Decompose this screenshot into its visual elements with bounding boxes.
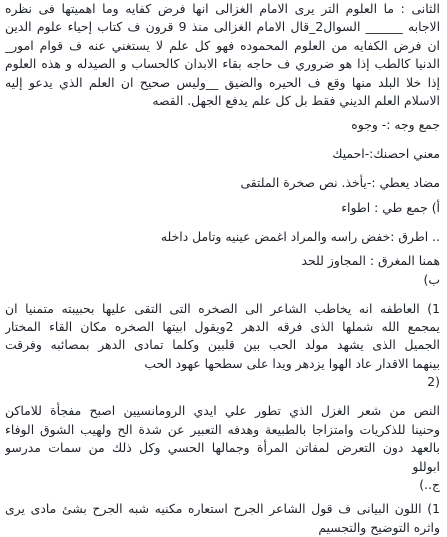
- text-line: مضاد يعطي :-يأخذ. نص صخرة الملتقى: [240, 175, 440, 191]
- paragraph-plural: [5, 116, 440, 134]
- text-line: وحنينا للذكريات وامتزاجا بالطبيعة وهدفه التعبير عن شدة الح ولهيب الشوق الوفاء: [5, 421, 440, 437]
- text-line: الثانى : ما العلوم التر يرى الامام الغزالى انها فرض كفايه وما اهميتها فى نظره: [5, 1, 440, 16]
- text-line: ابوللو: [412, 458, 440, 474]
- paragraph-gap: [5, 217, 440, 228]
- paragraph-gap: [5, 392, 440, 403]
- text-line: الجميل الذى يشهد مولد الحب بين قلبين وكلما تمادى الدهر بمصائبه وفرقت: [5, 337, 440, 353]
- text-line: .. اطرق :خفض راسه والمراد اغمض عينيه وتامل داخله: [160, 228, 440, 244]
- text-line: بالعهد دون التعرض لمفاتن المرأة وجمالها الحسي وكل ذلك من سمات مدرسو: [5, 440, 440, 456]
- text-line: 1) اللون البيانى ف قول الشاعر الجرح استعاره مكنيه شبه الجرح بشئ مادى يرى: [5, 501, 440, 517]
- text-line: النص من شعر الغزل الذي تطور علي ايدي الرومانسيين اصبح مفجأة للاماكن: [5, 403, 440, 419]
- paragraph-a: [5, 199, 440, 217]
- paragraph-emotion: [5, 300, 440, 392]
- paragraph-question: [5, 0, 440, 110]
- post-text: [5, 0, 440, 537]
- paragraph-b: [5, 252, 440, 289]
- paragraph-atraqa: [5, 228, 440, 246]
- text-line: أ) جمع طي : اطواء: [341, 199, 440, 215]
- text-line: معني احصنك:-احميك: [332, 146, 440, 162]
- text-line: 1) العاطفه انه يخاطب الشاعر الى الصخره التى التقى عليها بحبيبته متمنيا ان: [5, 300, 440, 316]
- paragraph-gap: [5, 164, 440, 175]
- text-line: ان فرض الكفايه من العلوم المحموده فهو كل علم لا يستغني عنه ف قوام امور_: [5, 37, 440, 53]
- text-line: واثره التوضيح والتجسيم: [318, 519, 440, 535]
- paragraph-rhetoric: [5, 500, 440, 537]
- text-line: الاسلام العلم الديني فقط بل كل علم يدفع الجهل. القصه: [152, 93, 440, 109]
- text-line: إذا خلا البلد منها وقع ف الحيره والضيق __وليس صحيح ان العلم الذي يدعو إليه: [5, 74, 440, 90]
- paragraph-antonym: [5, 174, 440, 192]
- text-line: بينهما الاقدار عاد الهوا يزدهر ويدا على سطحها عهود الحب: [144, 355, 440, 371]
- paragraph-gap: [5, 289, 440, 300]
- text-line: يمجمع الله شملها الذى فرقه الدهر 2ويقول ابيتها الصخره مكان القاء المختار: [5, 319, 440, 335]
- text-line: 2): [427, 374, 440, 390]
- text-line: الدنيا كالطب إذا هو ضروري ف حاجه بقاء الابدان كالحساب و الصيدله و هذه العلوم: [5, 56, 440, 72]
- paragraph-ghazal: [5, 402, 440, 494]
- text-line: ب): [423, 271, 440, 287]
- text-line: الاجابه ______ السوال2_قال الامام الغزالى منذ 9 قرون ف كتاب إحياء علوم الدين: [5, 19, 440, 35]
- text-line: ج..): [419, 476, 440, 492]
- paragraph-meaning: [5, 145, 440, 163]
- text-line: همنا المغرق : المجاوز للحد: [301, 253, 440, 269]
- paragraph-gap: [5, 135, 440, 146]
- text-line: جمع وجه :- وجوه: [351, 117, 440, 133]
